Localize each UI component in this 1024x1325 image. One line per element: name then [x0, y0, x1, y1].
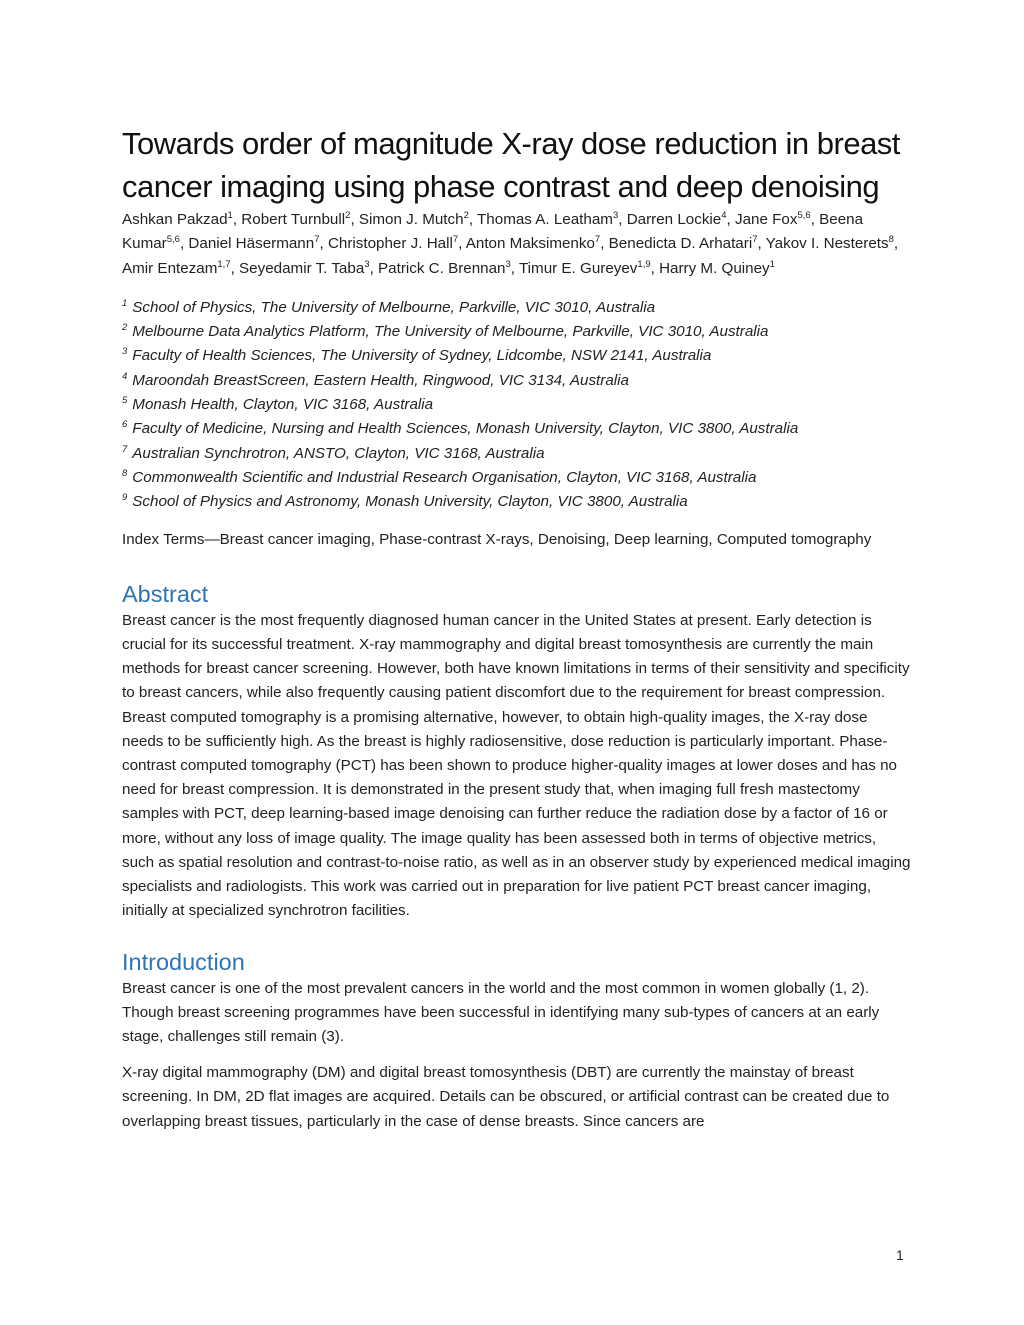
affiliation-item [122, 369, 912, 393]
author-name: Yakov I. Nesterets [765, 235, 889, 253]
author-affiliation-mark: 5,6 [797, 210, 811, 221]
author [766, 235, 894, 252]
author-name: Darren Lockie [626, 211, 722, 228]
author [627, 211, 727, 228]
affiliation-text: Maroondah BreastScreen, Eastern Health, Ringwood, VIC 3134, Australia [132, 371, 629, 389]
author-affiliation-mark: 1 [227, 210, 233, 221]
author [659, 260, 775, 277]
index-terms: Index Terms—Breast cancer imaging, Phase-contrast X-rays, Denoising, Deep learning, Computed tomography [122, 530, 872, 548]
author-name: Robert Turnbull [241, 211, 346, 228]
author-affiliation-mark: 7 [452, 234, 459, 246]
author-affiliation-mark: 3 [364, 258, 370, 270]
affiliation-item [122, 344, 912, 368]
author-name: Patrick C. Brennan [378, 259, 506, 277]
author-name: Anton Maksimenko [465, 235, 595, 253]
abstract-heading: Abstract [122, 580, 209, 607]
author-name: Seyedamir T. Taba [239, 259, 365, 277]
affiliation-text: School of Physics and Astronomy, Monash University, Clayton, VIC 3800, Australia [132, 493, 688, 511]
introduction-paragraph-2: X-ray digital mammography (DM) and digital breast tomosynthesis (DBT) are currently the mainstay of breast screening. In DM, 2D flat images are acquired. Details can be obscured, or artificial contrast can be created due to overlapping breast tissues, particularly in the case of dense breasts. Since cancers are [122, 1064, 890, 1130]
affiliation-number: 5 [122, 395, 128, 407]
author [239, 260, 370, 277]
author-name: Amir Entezam [122, 259, 218, 277]
author-name: Simon J. Mutch [358, 211, 464, 228]
affiliation-text: Melbourne Data Analytics Platform, The University of Melbourne, Parkville, VIC 3010, Australia [132, 323, 769, 341]
author [466, 235, 600, 252]
author-name: Harry M. Quiney [659, 259, 770, 277]
paper-page [122, 122, 912, 1134]
affiliation-number: 6 [122, 419, 128, 431]
affiliation-number: 9 [122, 492, 128, 504]
author-affiliation-mark: 1,7 [217, 258, 231, 270]
author [122, 260, 231, 277]
author-affiliation-mark: 4 [721, 210, 727, 221]
author [359, 211, 469, 228]
affiliation-number: 3 [122, 346, 128, 358]
affiliation-number: 4 [122, 370, 128, 382]
author [609, 235, 758, 252]
author-affiliation-mark: 7 [594, 234, 601, 246]
author-affiliation-mark: 8 [888, 234, 894, 246]
author-name: Beena Kumar [122, 211, 864, 253]
affiliation-number: 1 [122, 297, 128, 309]
author-affiliation-mark: 3 [505, 258, 511, 270]
abstract-text: Breast cancer is the most frequently diagnosed human cancer in the United States at present. Early detection is crucial for its successful treatment. X-ray mammography and digital breast tomosynthesis are currently the main methods for breast cancer screening. However, both have known limitations in terms of their sensitivity and specificity to breast cancers, while also frequently causing patient discomfort due to the requirement for breast compression. Breast computed tomography is a promising alternative, however, to obtain high-quality images, the X-ray dose needs to be sufficiently high. As the breast is highly radiosensitive, dose reduction is particularly important. Phase-contrast computed tomography (PCT) has been shown to produce higher-quality images at lower doses and has no need for breast compression. It is demonstrated in the present study that, when imaging full fresh mastectomy samples with PCT, deep learning-based image denoising can further reduce the radiation dose by a factor of 16 or more, without any loss of image quality. The image quality has been assessed both in terms of objective metrics, such as spatial resolution and contrast-to-noise ratio, as well as in an observer study by experienced medical imaging specialists and radiologists. This work was carried out in preparation for live patient PCT breast cancer imaging, initially at specialized synchrotron facilities. [122, 611, 911, 920]
author [241, 211, 350, 228]
affiliation-number: 8 [122, 467, 128, 479]
affiliation-item [122, 393, 912, 417]
author-name: Ashkan Pakzad [122, 211, 228, 228]
author [188, 235, 319, 252]
author-affiliation-mark: 7 [752, 234, 758, 246]
affiliation-text: Commonwealth Scientific and Industrial Research Organisation, Clayton, VIC 3168, Australia [132, 468, 757, 486]
affiliation-text: Australian Synchrotron, ANSTO, Clayton, VIC 3168, Australia [132, 444, 545, 462]
affiliation-text: Faculty of Medicine, Nursing and Health Sciences, Monash University, Clayton, VIC 3800, Australia [132, 420, 799, 438]
affiliation-item [122, 490, 912, 514]
affiliation-item [122, 320, 912, 344]
author-list: Ashkan Pakzad$^1$, Robert Turnbull$^2$, Simon J. Mutch$^2$, Thomas A. Leatham$^3$, Darren Lockie$^4$, Jane Fox$^{5,6}$, Beena Kumar$^{5,6}$, Daniel Häsermann$^7$, Christopher J. Hall$^7$, Anton Maksimenko$^7$, Benedicta D. Arhatari$^7$, Yakov I. Nesterets$^8$, Amir Entezam$^{1,7}$, Seyedamir T. Taba$^3$, Patrick C. Brennan$^3$, Timur E. Gureyev$^{1,9}$, Harry M. Quiney$^1$ [122, 210, 899, 277]
page-number: 1 [896, 1247, 904, 1263]
author-affiliation-mark: 1,9 [637, 258, 651, 270]
paper-title: Towards order of magnitude X-ray dose reduction in breast cancer imaging using phase contrast and deep denoising [122, 126, 900, 204]
author-name: Daniel Häsermann [188, 235, 315, 253]
author [519, 260, 651, 277]
author-affiliation-mark: 7 [314, 234, 320, 246]
author [735, 211, 811, 228]
author [378, 260, 511, 277]
author-affiliation-mark: 5,6 [166, 234, 180, 246]
abstract-section [122, 579, 912, 924]
author-affiliation-mark: 1 [769, 258, 775, 270]
affiliation-item [122, 442, 912, 466]
affiliation-item [122, 296, 912, 320]
affiliation-item [122, 417, 912, 441]
author-affiliation-mark: 3 [612, 210, 619, 221]
introduction-section [122, 947, 912, 1134]
affiliation-text: Monash Health, Clayton, VIC 3168, Australia [132, 396, 434, 414]
author-name: Benedicta D. Arhatari [608, 235, 753, 253]
author [122, 211, 233, 228]
author-name: Thomas A. Leatham [477, 211, 613, 228]
introduction-heading: Introduction [122, 948, 245, 975]
author-affiliation-mark: 2 [463, 210, 469, 221]
author-name: Timur E. Gureyev [518, 259, 638, 277]
author [477, 211, 618, 228]
author-name: Jane Fox [735, 211, 798, 228]
affiliation-text: Faculty of Health Sciences, The University of Sydney, Lidcombe, NSW 2141, Australia [132, 347, 712, 365]
affiliation-list [122, 296, 912, 515]
affiliation-item [122, 466, 912, 490]
author-name: Christopher J. Hall [327, 235, 453, 253]
author [328, 235, 458, 252]
affiliation-number: 2 [122, 322, 128, 334]
introduction-paragraph-1: Breast cancer is one of the most prevalent cancers in the world and the most common in women globally (1, 2). Though breast screening programmes have been successful in identifying many sub-types of cancers at an early stage, challenges still remain (3). [122, 979, 880, 1045]
affiliation-number: 7 [122, 443, 128, 455]
affiliation-text: School of Physics, The University of Melbourne, Parkville, VIC 3010, Australia [132, 298, 656, 316]
author-affiliation-mark: 2 [345, 210, 351, 221]
